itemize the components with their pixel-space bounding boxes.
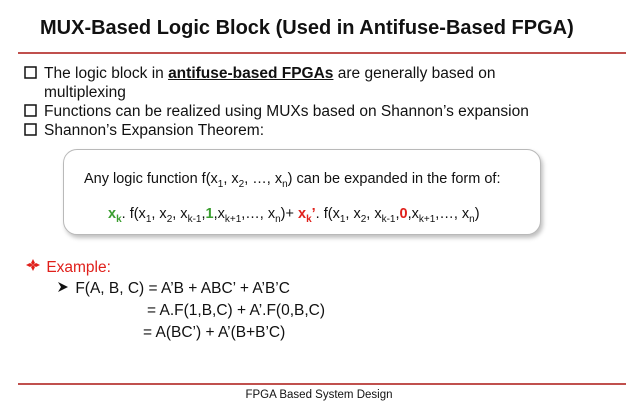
arrow-bullet-icon <box>55 281 71 293</box>
example-equation-3: = A(BC’) + A’(B+B’C) <box>143 324 286 341</box>
example-equation-2: = A.F(1,B,C) + A’.F(0,B,C) <box>147 302 326 319</box>
theorem-formula: $x_k$. $f(x_1$, $x_2$, $x_{k-1},1,x_{k+1},\dots$, $x_n)+ x_k$’. $f(x_1$, $x_2$, $x_{k-1},0,x_{k+1},\dots$, $x_n$) <box>108 206 480 225</box>
footer-divider <box>18 383 626 385</box>
bullet-text: Functions can be realized using MUXs based on Shannon’s expansion <box>44 103 529 120</box>
bullet-text: are generally based on <box>333 65 496 82</box>
checkbox-square-icon <box>24 123 37 136</box>
checkbox-square-icon <box>24 66 37 79</box>
example-equation-1 <box>55 280 290 298</box>
theorem-statement: Any logic function $f(x_1$, $x_2$, …, $x_n$) can be expanded in the form of: <box>84 171 501 190</box>
bullet-item-2 <box>24 102 624 121</box>
bullet-text-line1 <box>44 64 624 83</box>
example-heading <box>24 258 111 277</box>
diamond-bullet-icon <box>24 258 42 272</box>
footer-text: FPGA Based System Design <box>245 389 393 401</box>
bullet-item-1 <box>24 64 624 102</box>
antifuse-link: antifuse-based FPGAs <box>168 65 334 82</box>
bullet-item-3 <box>24 121 624 140</box>
slide-title: MUX-Based Logic Block (Used in Antifuse-Based FPGA) <box>40 17 574 39</box>
title-divider <box>18 52 626 54</box>
bullet-text-line2: multiplexing <box>44 84 126 101</box>
theorem-callout-box <box>63 149 541 235</box>
bullet-text: The logic block in <box>44 65 169 82</box>
checkbox-square-icon <box>24 104 37 117</box>
equation-text: F(A, B, C) = A’B + ABC’ + A’B’C <box>75 280 290 297</box>
example-label: Example: <box>46 259 111 276</box>
bullet-text: Shannon’s Expansion Theorem: <box>44 122 265 139</box>
bullet-list <box>24 64 624 140</box>
